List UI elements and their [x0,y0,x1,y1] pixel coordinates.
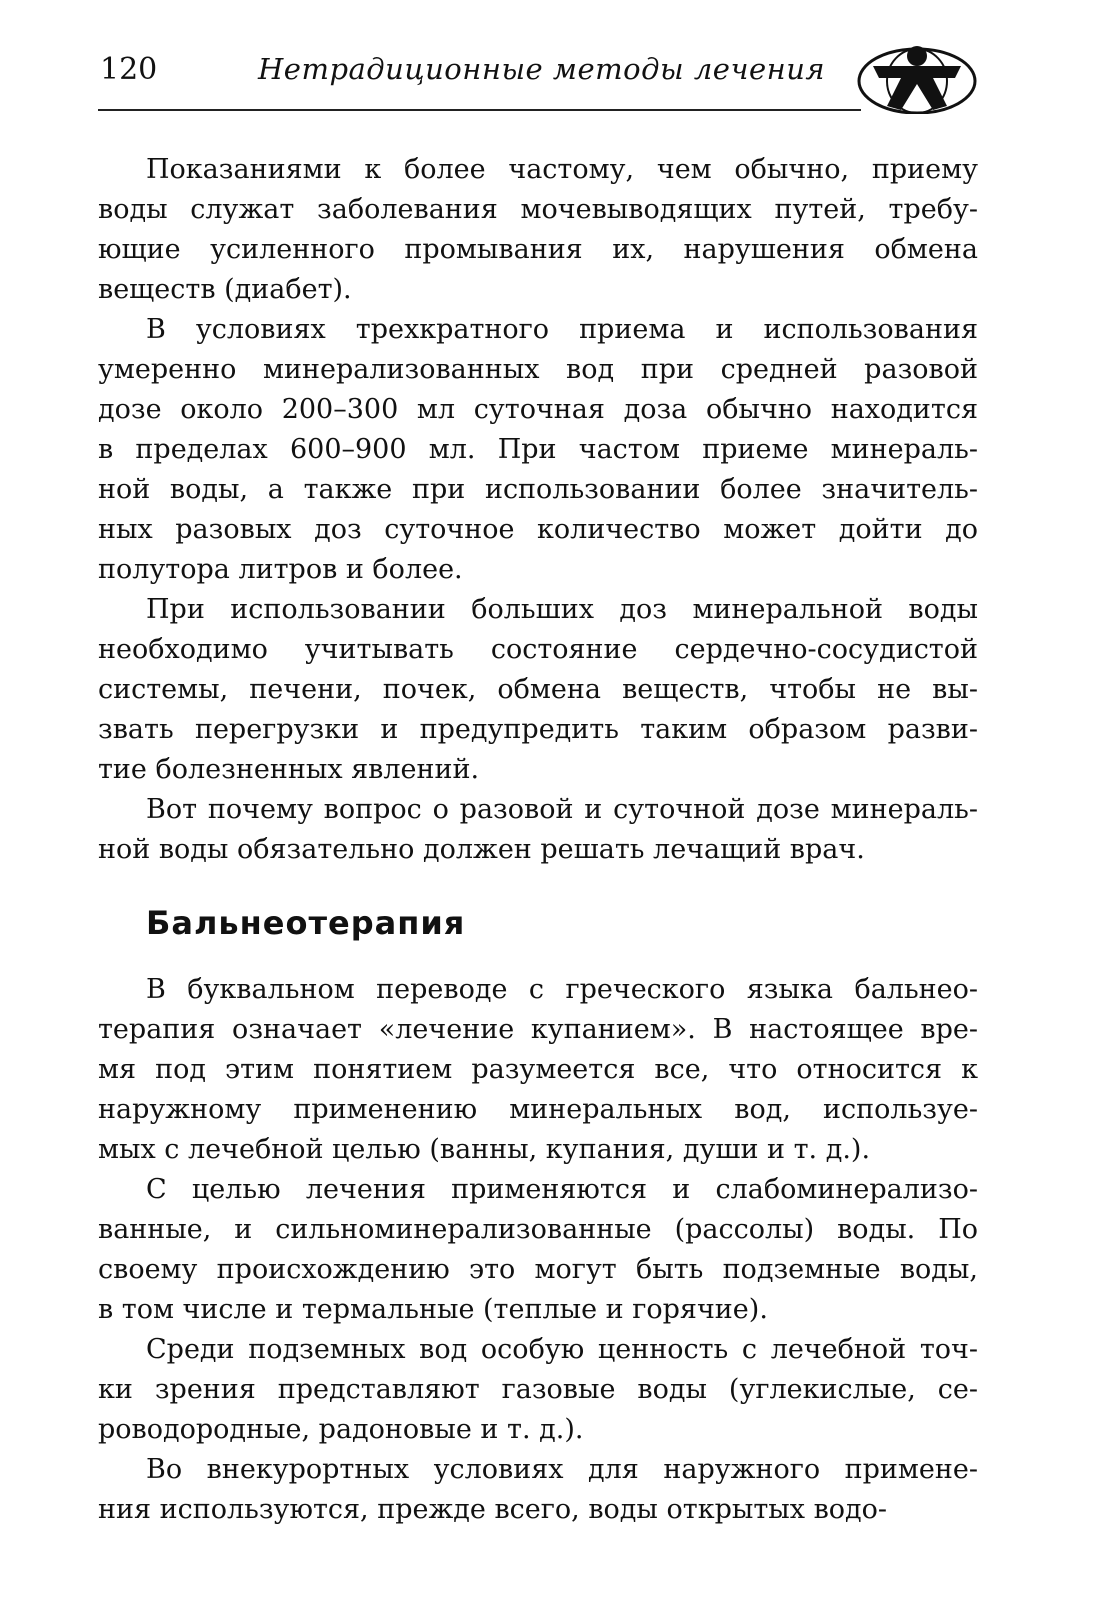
text-line: полутора литров и более. [98,554,463,585]
text-line: дозе около 200–300 мл суточная доза обычно находится [98,394,978,425]
text-line: ющие усиленного промывания их, нарушения обмена [98,234,978,265]
text-line: терапия означает «лечение купанием». В настоящее вре- [98,1014,978,1045]
text-line: ной воды, а также при использовании более значитель- [98,474,978,505]
text-line: В условиях трехкратного приема и использования [146,314,978,345]
stylized-figure-emblem-icon [855,44,979,114]
text-line: необходимо учитывать состояние сердечно-сосудистой [98,634,978,665]
text-line: наружному применению минеральных вод, используе- [98,1094,978,1125]
text-line: Во внекурортных условиях для наружного примене- [146,1454,978,1485]
paragraph [98,590,978,790]
section-heading: Бальнеотерапия [146,904,466,942]
text-line: воды служат заболевания мочевыводящих путей, требу- [98,194,978,225]
paragraph [98,790,978,870]
page-number: 120 [100,52,158,87]
text-line: мя под этим понятием разумеется все, что относится к [98,1054,978,1085]
text-line: Показаниями к более частому, чем обычно, приему [146,154,978,185]
page-header [98,44,978,116]
text-line: В буквальном переводе с греческого языка бальнео- [146,974,978,1005]
paragraph [98,150,978,310]
text-line: системы, печени, почек, обмена веществ, чтобы не вы- [98,674,978,705]
paragraph [98,1450,978,1530]
section-dosage [98,150,978,870]
text-line: С целью лечения применяются и слабоминерализо- [146,1174,978,1205]
text-line: своему происхождению это могут быть подземные воды, [98,1254,978,1285]
section-balneotherapy [98,970,978,1530]
text-line: ванные, и сильноминерализованные (рассолы) воды. По [98,1214,978,1245]
header-rule [98,109,861,111]
paragraph [98,1170,978,1330]
text-line: ных разовых доз суточное количество может дойти до [98,514,978,545]
text-line: При использовании больших доз минеральной воды [146,594,978,625]
text-line: в пределах 600–900 мл. При частом приеме минераль- [98,434,978,465]
text-line: роводородные, радоновые и т. д.). [98,1414,584,1445]
text-line: в том числе и термальные (теплые и горячие). [98,1294,768,1325]
running-title: Нетрадиционные методы лечения [258,52,826,86]
text-line: тие болезненных явлений. [98,754,480,785]
text-line: звать перегрузки и предупредить таким образом разви- [98,714,978,745]
paragraph [98,970,978,1170]
paragraph [98,1330,978,1450]
text-line: Среди подземных вод особую ценность с лечебной точ- [146,1334,978,1365]
text-line: Вот почему вопрос о разовой и суточной дозе минераль- [146,794,978,825]
paragraph [98,310,978,590]
text-line: умеренно минерализованных вод при средней разовой [98,354,978,385]
text-line: ния используются, прежде всего, воды открытых водо- [98,1494,888,1525]
text-line: мых с лечебной целью (ванны, купания, души и т. д.). [98,1134,871,1165]
text-line: веществ (диабет). [98,274,352,305]
text-line: ки зрения представляют газовые воды (углекислые, се- [98,1374,978,1405]
text-line: ной воды обязательно должен решать лечащий врач. [98,834,865,865]
